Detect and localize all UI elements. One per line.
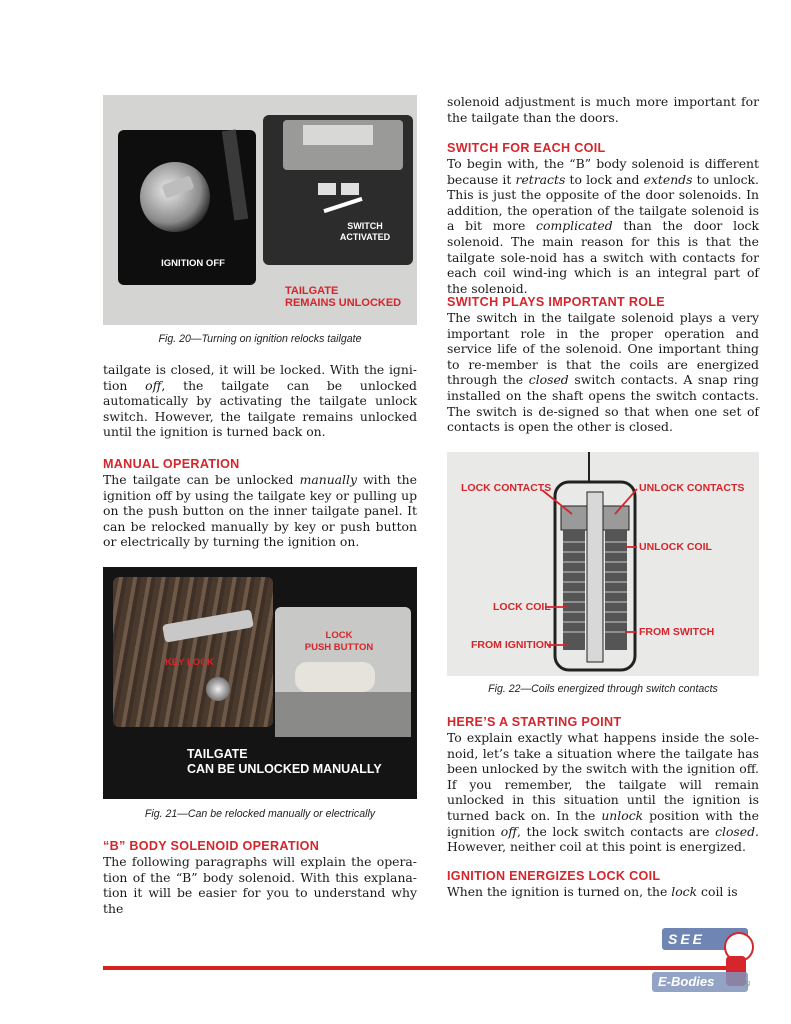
- fig22-label-from-switch: FROM SWITCH: [639, 626, 715, 638]
- left-para-tailgate: tailgate is closed, it will be locked. With the igni-tion off, the tailgate can be unlocked automatically by activating the tailgate unlock switch. However, the tailgate remains unlocked until the ignition is turned back on.: [103, 362, 417, 440]
- fig21-label-banner: TAILGATE CAN BE UNLOCKED MANUALLY: [187, 747, 382, 776]
- logo-suffix-text: .org: [738, 980, 751, 987]
- section-starting-point: [447, 715, 759, 855]
- fig20-label-switch-activated: SWITCH ACTIVATED: [339, 221, 391, 242]
- b-body-text: The following paragraphs will explain the opera-tion of the “B” body solenoid. With this explana-tion it will be easier for you to understand why the: [103, 854, 417, 916]
- fig21-caption: Fig. 21—Can be relocked manually or electrically: [144, 808, 376, 820]
- fig20-photo: [103, 95, 417, 325]
- section-switch-each-coil: [447, 141, 759, 296]
- fig22-label-from-ignition: FROM IGNITION: [471, 639, 552, 651]
- footer-red-rule: [103, 966, 743, 970]
- fig22-label-lock-coil: LOCK COIL: [493, 601, 551, 613]
- heading-switch-role: SWITCH PLAYS IMPORTANT ROLE: [447, 295, 665, 309]
- manual-operation-text: The tailgate can be unlocked manually with the ignition off by using the tailgate key or pulling up on the push button on the inner tailgate panel. It can be relocked manually by key or push button or electrically by turning the ignition on.: [103, 472, 417, 550]
- fig21-label-key-lock: KEY LOCK: [165, 657, 214, 668]
- switch-each-coil-text: To begin with, the “B” body solenoid is different because it retracts to lock and extends to unlock. This is just the opposite of the door solenoids. In addition, the operation of the tailgate solenoid is a bit more complicated than the door lock solenoid. The main reason for this is that the tailgate sole-noid has a switch with contacts for each coil wind-ing which is an integral part of the solenoid.: [447, 156, 759, 296]
- fig21-inset-keylock: [113, 577, 273, 727]
- section-b-body: [103, 839, 417, 916]
- fig22-diagram: [447, 452, 759, 676]
- heading-switch-each-coil: SWITCH FOR EACH COIL: [447, 141, 606, 155]
- logo-top-text: SEE: [668, 931, 706, 947]
- section-manual-operation: [103, 457, 417, 550]
- fig22-label-unlock-contacts: UNLOCK CONTACTS: [639, 482, 745, 494]
- heading-b-body: “B” BODY SOLENOID OPERATION: [103, 839, 320, 853]
- right-top-para: solenoid adjustment is much more important for the tailgate than the doors.: [447, 94, 759, 125]
- fig22-label-unlock-coil: UNLOCK COIL: [639, 541, 712, 553]
- switch-role-text: The switch in the tailgate solenoid plays a very important role in the proper operation and service life of the solenoid. One important thing to re-member is that the coils are energized through the closed switch contacts. A snap ring installed on the shaft opens the switch contacts. The switch is de-signed so that when one set of contacts is open the other is closed.: [447, 310, 759, 435]
- fig20-label-tailgate-unlocked: TAILGATE REMAINS UNLOCKED: [285, 285, 402, 309]
- fig20-caption: Fig. 20—Turning on ignition relocks tailgate: [158, 333, 362, 345]
- fig21-photo: [103, 567, 417, 799]
- heading-manual-operation: MANUAL OPERATION: [103, 457, 240, 471]
- fig21-label-push-button: LOCK PUSH BUTTON: [304, 630, 374, 653]
- section-ignition-lock-coil: [447, 869, 759, 900]
- starting-point-text: To explain exactly what happens inside the sole-noid, let’s take a situation where the tailgate has been unlocked by the switch with the ignition off. If you remember, the tailgate will remain unlocked in this situation until the ignition is turned back on. In the unlock position with the ignition off, the lock switch contacts are closed. However, neither coil at this point is energized.: [447, 730, 759, 855]
- heading-starting-point: HERE’S A STARTING POINT: [447, 715, 622, 729]
- logo-bottom-text: E-Bodies: [658, 974, 715, 989]
- fig22-label-lock-contacts: LOCK CONTACTS: [461, 482, 552, 494]
- ignition-lock-text: When the ignition is turned on, the lock coil is: [447, 884, 738, 899]
- fig20-label-ignition-off: IGNITION OFF: [161, 258, 225, 269]
- see-ebodies-logo: [652, 928, 762, 998]
- heading-ignition-lock-coil: IGNITION ENERGIZES LOCK COIL: [447, 869, 661, 883]
- section-switch-role: [447, 295, 759, 435]
- fig21-inset-pushbutton: [275, 607, 411, 737]
- fig22-caption: Fig. 22—Coils energized through switch contacts: [488, 683, 718, 695]
